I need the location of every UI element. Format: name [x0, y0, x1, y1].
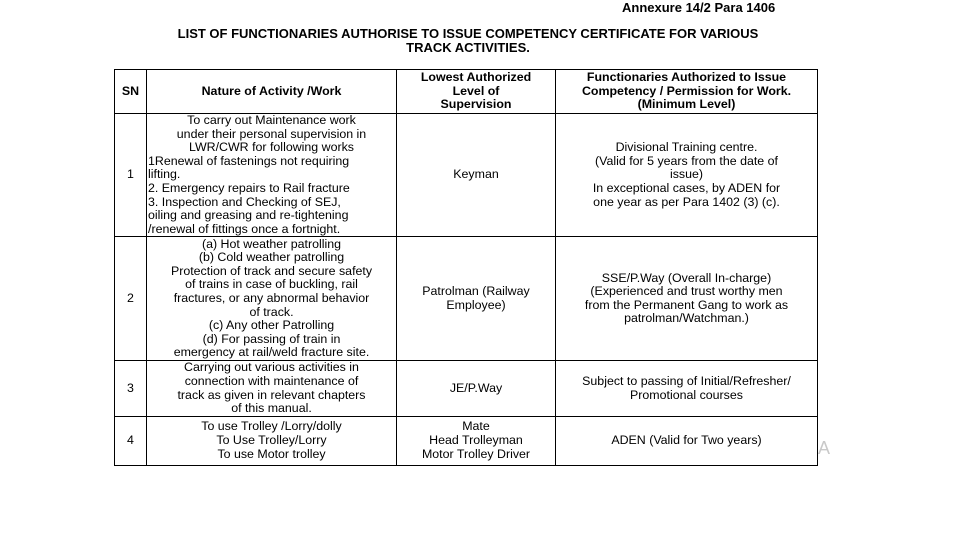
- cell-nature-line: under their personal supervision in: [176, 126, 367, 141]
- competency-table: [114, 69, 818, 466]
- cell-sn: 3: [115, 361, 147, 416]
- header-nature: Nature of Activity /Work: [147, 70, 397, 114]
- cell-functionaries-line: ADEN (Valid for Two years): [611, 432, 762, 447]
- cell-nature-line: (c) Any other Patrolling: [208, 318, 335, 333]
- cell-nature-line: To use Motor trolley: [217, 446, 326, 461]
- cell-supervision-line: JE/P.Way: [449, 380, 503, 395]
- cell-supervision: [397, 237, 556, 361]
- header-lowest-line-1: Lowest Authorized: [420, 70, 532, 85]
- header-lowest-line-2: Level of: [452, 83, 500, 98]
- cell-nature-line: (a) Hot weather patrolling: [201, 236, 342, 251]
- cell-functionaries-line: In exceptional cases, by ADEN for: [592, 180, 781, 195]
- cell-functionaries-line: from the Permanent Gang to work as: [584, 297, 789, 312]
- cell-functionaries: [556, 416, 818, 465]
- cell-functionaries: [556, 114, 818, 237]
- cell-nature-line: lifting.: [148, 167, 181, 182]
- cell-functionaries-line: issue): [669, 167, 704, 182]
- table-row: [115, 416, 818, 465]
- header-lowest-level: [397, 70, 556, 114]
- cell-supervision-line: Patrolman (Railway: [422, 284, 530, 299]
- cell-functionaries-line: SSE/P.Way (Overall In-charge): [601, 270, 772, 285]
- table-row: [115, 361, 818, 416]
- cell-nature-line: LWR/CWR for following works: [188, 140, 354, 155]
- cell-sn: 1: [115, 114, 147, 237]
- cell-nature: [147, 114, 397, 237]
- cell-nature-line: Carrying out various activities in: [184, 360, 359, 375]
- cell-nature-line: To carry out Maintenance work: [187, 113, 356, 127]
- header-functionaries: [556, 70, 818, 114]
- cell-nature-line: oiling and greasing and re-tightening: [148, 208, 349, 223]
- cell-functionaries: [556, 361, 818, 416]
- cell-functionaries-line: (Experienced and trust worthy men: [590, 284, 783, 299]
- cell-nature-line: emergency at rail/weld fracture site.: [173, 345, 370, 360]
- cell-functionaries-line: Promotional courses: [630, 387, 743, 402]
- cell-nature-line: of this manual.: [231, 401, 312, 416]
- header-func-line-1: Functionaries Authorized to Issue: [586, 70, 787, 85]
- title-line-1: LIST OF FUNCTIONARIES AUTHORISE TO ISSUE COMPETENCY CERTIFICATE FOR VARIOUS: [177, 26, 759, 41]
- cell-nature-line: track as given in relevant chapters: [177, 387, 366, 402]
- cell-nature-line: of trains in case of buckling, rail: [185, 277, 358, 292]
- cell-nature-line: 1Renewal of fastenings not requiring: [148, 153, 350, 168]
- header-func-line-3: (Minimum Level): [637, 97, 736, 112]
- cell-nature-line: 3. Inspection and Checking of SEJ,: [148, 194, 341, 209]
- cell-nature: [147, 361, 397, 416]
- cell-functionaries-line: patrolman/Watchman.): [624, 311, 749, 326]
- header-sn: SN: [115, 70, 147, 114]
- cell-nature-line: connection with maintenance of: [184, 373, 359, 388]
- cell-nature-line: /renewal of fittings once a fortnight.: [148, 221, 341, 236]
- table-row: [115, 114, 818, 237]
- cell-nature-line: (b) Cold weather patrolling: [198, 250, 345, 265]
- cell-functionaries: [556, 237, 818, 361]
- cell-functionaries-line: one year as per Para 1402 (3) (c).: [593, 194, 780, 209]
- title-line-2: TRACK ACTIVITIES.: [406, 40, 530, 55]
- cell-nature: [147, 416, 397, 465]
- cell-nature-line: To use Trolley /Lorry/dolly: [201, 419, 342, 434]
- watermark: A: [818, 438, 831, 458]
- cell-nature-line: of track.: [249, 304, 294, 319]
- cell-supervision-line: Mate: [462, 419, 490, 434]
- page-title: [118, 27, 818, 55]
- cell-nature: [147, 237, 397, 361]
- cell-nature-line: To Use Trolley/Lorry: [216, 432, 327, 447]
- table-header-row: [115, 70, 818, 114]
- cell-functionaries-line: Subject to passing of Initial/Refresher/: [582, 373, 791, 388]
- annexure-label: Annexure 14/2 Para 1406: [622, 0, 776, 15]
- cell-sn: 2: [115, 237, 147, 361]
- table-row: [115, 237, 818, 361]
- cell-supervision: [397, 416, 556, 465]
- cell-nature-line: 2. Emergency repairs to Rail fracture: [148, 180, 350, 195]
- header-func-line-2: Competency / Permission for Work.: [581, 83, 792, 98]
- cell-sn: 4: [115, 416, 147, 465]
- header-lowest-line-3: Supervision: [440, 97, 512, 112]
- cell-nature-line: (d) For passing of train in: [202, 331, 341, 346]
- table-body: [115, 114, 818, 466]
- cell-nature-line: fractures, or any abnormal behavior: [173, 291, 370, 306]
- cell-supervision-line: Employee): [446, 297, 506, 312]
- cell-functionaries-line: (Valid for 5 years from the date of: [595, 153, 778, 168]
- cell-supervision: [397, 361, 556, 416]
- cell-nature-line: Protection of track and secure safety: [170, 263, 373, 278]
- cell-supervision-line: Head Trolleyman: [429, 432, 523, 447]
- cell-functionaries-line: Divisional Training centre.: [615, 140, 758, 155]
- cell-supervision-line: Keyman: [453, 167, 499, 182]
- cell-supervision: [397, 114, 556, 237]
- cell-supervision-line: Motor Trolley Driver: [421, 446, 531, 461]
